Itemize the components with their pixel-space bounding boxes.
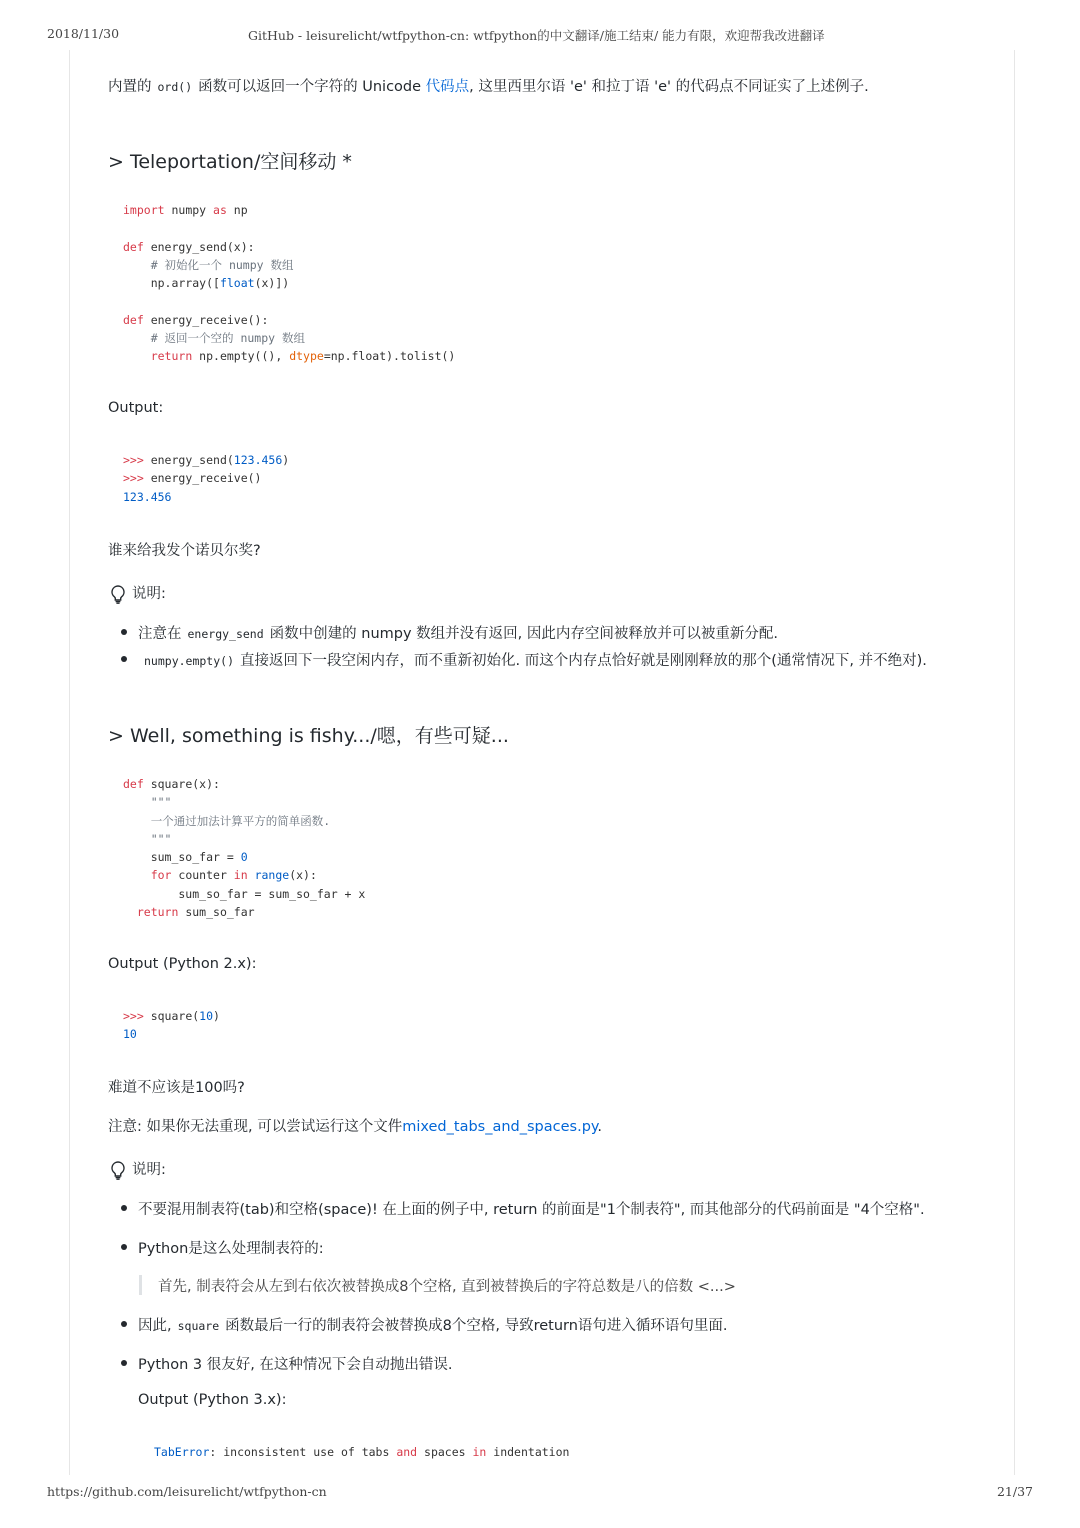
bullet-marker <box>121 656 127 662</box>
code-block-output-2: >>> square(10) 10 <box>123 1009 220 1042</box>
section-heading-teleportation: > Teleportation/空间移动 * <box>108 151 352 173</box>
print-page-number: 21/37 <box>996 1484 1033 1499</box>
bullet-marker <box>121 629 127 635</box>
section-heading-fishy: > Well, something is fishy.../嗯，有些可疑... <box>108 725 509 747</box>
list-item-python-tabs: Python是这么处理制表符的: <box>138 1241 324 1257</box>
list-item-no-mix: 不要混用制表符(tab)和空格(space)! 在上面的例子中, return 的前面是"1个制表符", 而其他部分的代码前面是 "4个空格". <box>138 1202 925 1218</box>
codepoint-link[interactable]: 代码点 <box>425 79 470 95</box>
output-label-2: Output (Python 2.x): <box>108 956 257 972</box>
hundred-question: 难道不应该是100吗? <box>108 1080 245 1096</box>
mixed-tabs-file-link[interactable]: mixed_tabs_and_spaces.py <box>402 1119 598 1135</box>
intro-text-1: 内置的 <box>108 79 152 95</box>
code-block-teleportation: import numpy as np def energy_send(x): # 初始化一个 numpy 数组 np.array([float(x)]) def energy_receive(): # 返回一个空的 numpy 数组 return np.empty((), dtype=np.float).tolist() <box>123 203 456 364</box>
code-block-taberror: TabError: inconsistent use of tabs and spaces in indentation <box>154 1445 570 1459</box>
inline-code-energy-send: energy_send <box>187 627 264 641</box>
print-header <box>0 26 1080 44</box>
note-paragraph: 注意: 如果你无法重现, 可以尝试运行这个文件mixed_tabs_and_spaces.py. <box>108 1119 603 1135</box>
bullet-marker <box>121 1244 127 1250</box>
list-item-python3: Python 3 很友好, 在这种情况下会自动抛出错误. <box>138 1357 453 1373</box>
list-item-energy-send: 注意在 energy_send 函数中创建的 numpy 数组并没有返回, 因此内存空间被释放并可以被重新分配. <box>138 626 779 642</box>
inline-code-square: square <box>177 1319 220 1333</box>
code-block-output-1: >>> energy_send(123.456) >>> energy_receive() 123.456 <box>123 453 290 504</box>
output-label-1: Output: <box>108 400 164 416</box>
print-url: https://github.com/leisurelicht/wtfpython-cn <box>47 1484 327 1499</box>
explanation-label-2 <box>108 1158 166 1180</box>
inline-code-ord: ord() <box>157 80 193 94</box>
list-item-numpy-empty: numpy.empty() 直接返回下一段空闲内存，而不重新初始化. 而这个内存点恰好就是刚刚释放的那个(通常情况下, 并不绝对). <box>138 649 927 670</box>
print-page-title: GitHub - leisurelicht/wtfpython-cn: wtfpython的中文翻译/施工结束/ 能力有限，欢迎帮我改进翻译 <box>248 28 825 43</box>
explanation-label-1 <box>108 582 166 604</box>
bullet-marker <box>121 1321 127 1327</box>
list-item-square-return: 因此, square 函数最后一行的制表符会被替换成8个空格, 导致return语句进入循环语句里面. <box>138 1318 728 1334</box>
inline-code-numpy-empty: numpy.empty() <box>144 654 235 668</box>
bullet-marker <box>121 1360 127 1366</box>
print-footer <box>0 1484 1080 1502</box>
code-block-square: def square(x): """ 一个通过加法计算平方的简单函数. """ sum_so_far = 0 for counter in range(x): sum_so_far = sum_so_far + x return sum_so_far <box>123 777 366 920</box>
explanation-label-text: 说明: <box>132 586 166 602</box>
print-date: 2018/11/30 <box>47 26 120 41</box>
intro-text-2: 函数可以返回一个字符的 Unicode <box>198 79 426 95</box>
lightbulb-icon <box>108 1160 128 1180</box>
nobel-question: 谁来给我发个诺贝尔奖? <box>108 543 261 559</box>
output-label-3: Output (Python 3.x): <box>138 1392 287 1408</box>
bullet-marker <box>121 1205 127 1211</box>
lightbulb-icon <box>108 584 128 604</box>
blockquote-bar <box>139 1275 142 1295</box>
intro-paragraph <box>108 75 869 96</box>
intro-text-3: , 这里西里尔语 'e' 和拉丁语 'e' 的代码点不同证实了上述例子. <box>469 79 869 95</box>
blockquote-text: 首先, 制表符会从左到右依次被替换成8个空格, 直到被替换后的字符总数是八的倍数 <...> <box>158 1279 736 1295</box>
explanation-label-text: 说明: <box>132 1162 166 1178</box>
